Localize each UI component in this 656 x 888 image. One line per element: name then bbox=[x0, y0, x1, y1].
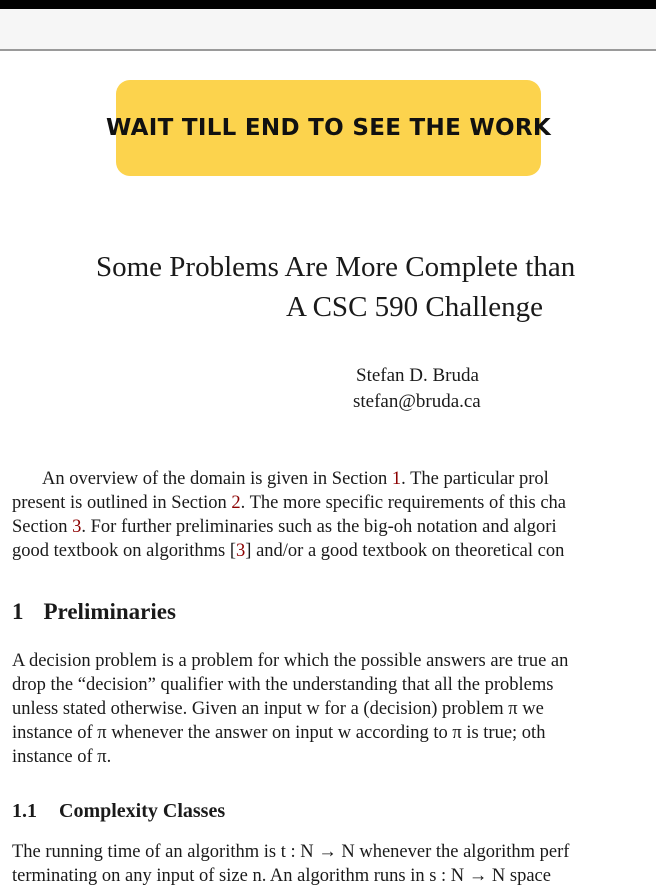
intro-text: Section bbox=[12, 517, 73, 537]
intro-text: . The more specific requirements of this cha bbox=[240, 493, 567, 513]
paper-email: stefan@bruda.ca bbox=[353, 391, 481, 412]
intro-text: present is outlined in Section bbox=[12, 493, 232, 513]
top-black-bar bbox=[0, 0, 656, 9]
section1-line: instance of π. bbox=[12, 747, 112, 767]
paper-title-line-1: Some Problems Are More Complete than bbox=[96, 251, 576, 283]
intro-text: ] and/or a good textbook on theoretical con bbox=[245, 541, 565, 561]
section1-line: instance of π whenever the answer on input w according to π is true; oth bbox=[12, 723, 546, 743]
viewer-toolbar bbox=[0, 9, 656, 49]
paper-title-line-2: A CSC 590 Challenge bbox=[286, 291, 543, 323]
intro-line-4 bbox=[12, 539, 564, 563]
section-title: Complexity Classes bbox=[59, 800, 226, 822]
section1-line: drop the “decision” qualifier with the understanding that all the problems bbox=[12, 675, 554, 695]
cutoff-line-wrapper bbox=[0, 866, 656, 886]
intro-text: . For further preliminaries such as the big-oh notation and algori bbox=[81, 517, 557, 537]
paper-author: Stefan D. Bruda bbox=[356, 365, 479, 386]
section11-line: terminating on any input of size n. An algorithm runs in s : N → N space bbox=[12, 866, 551, 886]
section-1-1-heading bbox=[12, 800, 225, 823]
intro-line-1 bbox=[42, 467, 549, 491]
section1-line: unless stated otherwise. Given an input w for a (decision) problem π we bbox=[12, 699, 544, 719]
section11-line: The running time of an algorithm is t : N → N whenever the algorithm perf bbox=[12, 842, 570, 862]
section-ref-link[interactable]: 2 bbox=[231, 493, 241, 513]
section-number: 1.1 bbox=[12, 800, 37, 822]
intro-line-3 bbox=[12, 515, 557, 539]
section-1-heading bbox=[12, 599, 176, 625]
section-number: 1 bbox=[12, 599, 24, 624]
section1-line: A decision problem is a problem for which the possible answers are true an bbox=[12, 651, 569, 671]
intro-text: good textbook on algorithms [ bbox=[12, 541, 237, 561]
section-title: Preliminaries bbox=[43, 599, 176, 624]
intro-line-2 bbox=[12, 491, 566, 515]
intro-text: An overview of the domain is given in Section bbox=[42, 469, 392, 489]
section-ref-link[interactable]: 1 bbox=[391, 469, 402, 489]
section-ref-link[interactable]: 3 bbox=[72, 517, 82, 537]
citation-ref-link[interactable]: 3 bbox=[236, 541, 246, 561]
overlay-banner bbox=[105, 80, 552, 176]
intro-text: . The particular prol bbox=[401, 469, 549, 489]
banner-text: WAIT TILL END TO SEE THE WORK bbox=[105, 115, 552, 141]
